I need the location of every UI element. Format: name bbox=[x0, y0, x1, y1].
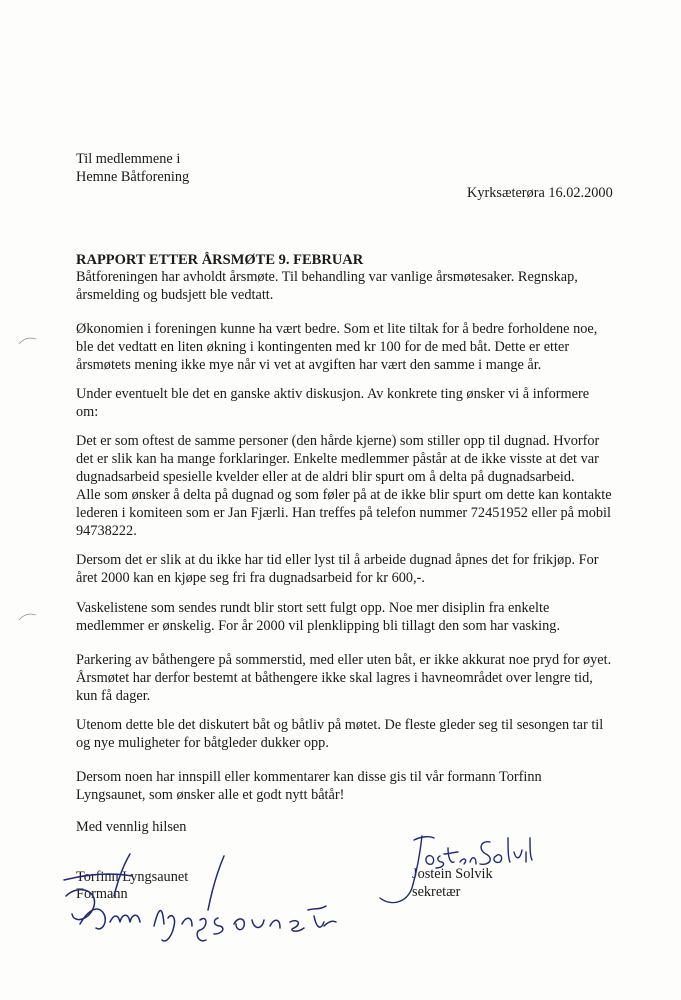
paragraph-line: og nye muligheter for båtgleder dukker opp. bbox=[76, 735, 329, 751]
paragraph-line: dugnadsarbeid spesielle kvelder eller at de aldri blir spurt om å delta på dugnadsarbeid. bbox=[76, 469, 575, 485]
place-date: Kyrksæterøra 16.02.2000 bbox=[467, 185, 613, 201]
paragraph-buyout bbox=[76, 551, 636, 587]
paragraph-contact-chairman bbox=[76, 768, 636, 804]
paragraph-line: Parkering av båthengere på sommerstid, med eller uten båt, er ikke akkurat noe pryd for øyet. bbox=[76, 652, 612, 668]
handwritten-signature-2 bbox=[372, 830, 532, 910]
closing-greeting: Med vennlig hilsen bbox=[76, 819, 187, 835]
paragraph-economy bbox=[76, 320, 636, 374]
signatory-2-name: Jostein Solvik bbox=[412, 866, 493, 882]
document-title: RAPPORT ETTER ÅRSMØTE 9. FEBRUAR bbox=[76, 252, 364, 268]
paragraph-line: årsmelding og budsjett ble vedtatt. bbox=[76, 287, 274, 303]
paragraph-line: Utenom dette ble det diskutert båt og båtliv på møtet. De fleste gleder seg til sesongen tar til bbox=[76, 717, 604, 733]
signatory-1-name: Torfinn Lyngsaunet bbox=[76, 869, 189, 885]
paragraph-line: Dersom det er slik at du ikke har tid eller lyst til å arbeide dugnad åpnes det for frikjøp. For bbox=[76, 552, 599, 568]
paragraph-line: Båtforeningen har avholdt årsmøte. Til behandling var vanlige årsmøtesaker. Regnskap, bbox=[76, 269, 578, 285]
paragraph-line: Det er som oftest de samme personer (den hårde kjerne) som stiller opp til dugnad. Hvorfor bbox=[76, 433, 600, 449]
paragraph-line: lederen i komiteen som er Jan Fjærli. Han treffes på telefon nummer 72451952 eller på mobil bbox=[76, 505, 611, 521]
paragraph-line: Under eventuelt ble det en ganske aktiv diskusjon. Av konkrete ting ønsker vi å informere bbox=[76, 386, 590, 402]
paragraph-trailer-parking bbox=[76, 651, 636, 705]
paragraph-line: det er slik kan ha mange forklaringer. Enkelte medlemmer påstår at de ikke visste at det var bbox=[76, 451, 599, 467]
scan-mark-top bbox=[18, 336, 38, 346]
paragraph-discussion bbox=[76, 385, 636, 421]
paragraph-boat-life bbox=[76, 716, 636, 752]
paragraph-line: Økonomien i foreningen kunne ha vært bedre. Som et lite tiltak for å bedre forholdene noe, bbox=[76, 321, 598, 337]
signatory-1-role: Formann bbox=[76, 886, 128, 902]
paragraph-line: året 2000 kan en kjøpe seg fri fra dugnadsarbeid for kr 600,-. bbox=[76, 570, 425, 586]
paragraph-line: ble det vedtatt en liten økning i kontingenten med kr 100 for de med båt. Dette er etter bbox=[76, 339, 570, 355]
paragraph-line: medlemmer er ønskelig. For år 2000 vil plenklipping bli tillagt den som har vasking. bbox=[76, 618, 561, 634]
paragraph-line: Vaskelistene som sendes rundt blir stort sett fulgt opp. Noe mer disiplin fra enkelte bbox=[76, 600, 550, 616]
recipient-line-2: Hemne Båtforening bbox=[76, 169, 190, 185]
paragraph-line: Årsmøtet har derfor bestemt at båthengere ikke skal lagres i havneområdet over lengre tid, bbox=[76, 670, 593, 686]
paragraph-line: kun få dager. bbox=[76, 688, 151, 704]
signatory-2-role: sekretær bbox=[412, 884, 461, 900]
paragraph-line: om: bbox=[76, 404, 99, 420]
paragraph-line: årsmøtets mening ikke mye når vi vet at avgiften har vært den samme i mange år. bbox=[76, 357, 542, 373]
paragraph-line: Dersom noen har innspill eller kommentarer kan disse gis til vår formann Torfinn bbox=[76, 769, 542, 785]
recipient-line-1: Til medlemmene i bbox=[76, 151, 181, 167]
paragraph-annual-meeting bbox=[76, 268, 636, 304]
scan-mark-bottom bbox=[18, 612, 38, 622]
paragraph-line: 94738222. bbox=[76, 523, 137, 539]
handwritten-signature-1 bbox=[58, 840, 348, 950]
paragraph-volunteer-work bbox=[76, 432, 636, 540]
paragraph-line: Lyngsaunet, som ønsker alle et godt nytt båtår! bbox=[76, 787, 345, 803]
paragraph-cleaning-lists bbox=[76, 599, 636, 635]
paragraph-line: Alle som ønsker å delta på dugnad og som føler på at de ikke blir spurt om dette kan kontakte bbox=[76, 487, 612, 503]
